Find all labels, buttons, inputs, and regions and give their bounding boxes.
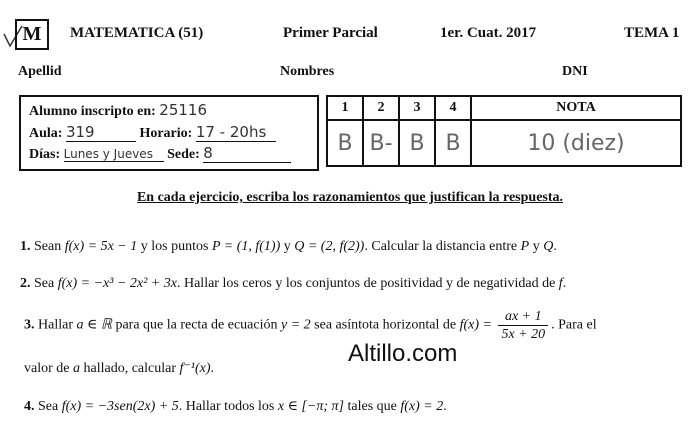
ex1-period: . <box>553 239 557 254</box>
ex1-text-c: y los puntos <box>140 239 209 254</box>
ex1-point-p: P = (1, f(1)) <box>211 239 281 254</box>
grade-header-1: 1 <box>327 96 363 120</box>
ex3-line: y = 2 <box>281 317 311 333</box>
subject-title: MATEMATICA (51) <box>70 25 204 41</box>
nota-value: 10 (diez) <box>471 120 681 166</box>
ex1-text-a: Sean <box>34 239 62 254</box>
exercise-4 <box>24 398 447 415</box>
horario-label: Horario: <box>139 126 193 141</box>
nombres-label: Nombres <box>280 64 335 79</box>
ex4-text-a: Sea <box>38 399 59 414</box>
exam-title: Primer Parcial <box>283 25 378 41</box>
ex4-period: . <box>443 399 447 414</box>
ex3-text-c: para que la recta de ecuación <box>115 317 278 333</box>
instructions: En cada ejercicio, escriba los razonamientos que justifican la respuesta. <box>136 190 564 205</box>
ex1-text-i: y <box>532 239 540 254</box>
grade-value-2: B- <box>363 120 399 166</box>
ex3-numerator: ax + 1 <box>498 308 548 326</box>
exercise-2 <box>20 276 566 292</box>
badge-m <box>15 19 49 50</box>
exercise-1 <box>20 239 557 255</box>
ex2-text-a: Sea <box>34 276 55 291</box>
aula-row <box>29 123 276 142</box>
ex4-text-e: tales que <box>347 399 397 414</box>
ex3-f-lhs: f(x) = <box>459 317 492 333</box>
grade-value-4: B <box>435 120 471 166</box>
nota-header: NOTA <box>471 96 681 120</box>
exercise-1-number: 1. <box>20 239 31 254</box>
ex1-q: Q <box>543 239 554 254</box>
ex3-a-in-r: a ∈ ℝ <box>76 317 112 333</box>
ex3-text-a: Hallar <box>38 317 73 333</box>
grade-table <box>326 95 682 167</box>
ex3b-text-a: valor de <box>24 361 70 376</box>
ex3b-inverse: f⁻¹(x) <box>179 361 211 376</box>
ex2-text-c: . Hallar los ceros y los conjuntos de positividad y de negatividad de <box>176 276 556 291</box>
ex2-f: f <box>558 276 563 291</box>
ex3-denominator: 5x + 20 <box>501 327 546 342</box>
grade-header-row <box>327 96 681 120</box>
exercise-3-continued <box>24 360 214 377</box>
sede-value: 8 <box>203 144 291 163</box>
grade-value-1: B <box>327 120 363 166</box>
ex4-interval: x ∈ [−π; π] <box>277 399 344 414</box>
ex1-text-g: . Calcular la distancia entre <box>364 239 518 254</box>
inscripto-value: 25116 <box>159 101 208 119</box>
ex1-formula-f: f(x) = 5x − 1 <box>64 239 138 254</box>
dni-label: DNI <box>562 64 588 79</box>
exercise-2-number: 2. <box>20 276 31 291</box>
ex4-equation: f(x) = 2 <box>400 399 444 414</box>
ex2-period: . <box>562 276 567 291</box>
grade-header-3: 3 <box>399 96 435 120</box>
badge-letter: M <box>22 23 42 45</box>
apellido-label: Apellid <box>18 64 62 79</box>
student-info-box <box>19 95 319 171</box>
watermark: Altillo.com <box>348 340 458 367</box>
ex3b-text-c: hallado, calcular <box>83 361 176 376</box>
inscripto-label: Alumno inscripto en: <box>29 104 156 119</box>
sede-label: Sede: <box>167 147 200 162</box>
ex4-text-c: . Hallar todos los <box>178 399 275 414</box>
topic-title: TEMA 1 <box>624 25 680 41</box>
grade-header-2: 2 <box>363 96 399 120</box>
dias-row <box>29 144 291 163</box>
aula-label: Aula: <box>29 126 63 141</box>
ex4-formula-f: f(x) = −3sen(2x) + 5 <box>61 399 179 414</box>
ex3-text-e: sea asíntota horizontal de <box>314 317 457 333</box>
ex3b-a: a <box>72 361 80 376</box>
ex1-text-e: y <box>283 239 291 254</box>
exercise-4-number: 4. <box>24 399 35 414</box>
ex1-p: P <box>520 239 530 254</box>
ex2-formula-f: f(x) = −x³ − 2x² + 3x <box>57 276 177 291</box>
dias-label: Días: <box>29 147 61 162</box>
ex1-point-q: Q = (2, f(2)) <box>294 239 365 254</box>
exercise-3 <box>24 308 597 343</box>
inscripto-row <box>29 101 207 120</box>
dias-value: Lunes y Jueves <box>64 147 164 162</box>
grade-value-3: B <box>399 120 435 166</box>
term-title: 1er. Cuat. 2017 <box>440 25 537 41</box>
grade-value-row <box>327 120 681 166</box>
ex3b-period: . <box>210 361 215 376</box>
horario-value: 17 - 20hs <box>196 123 276 142</box>
exercise-3-number: 3. <box>24 317 35 333</box>
ex3-text-g: . Para el <box>551 317 597 333</box>
ex3-fraction <box>498 308 548 343</box>
aula-value: 319 <box>66 123 136 142</box>
grade-header-4: 4 <box>435 96 471 120</box>
